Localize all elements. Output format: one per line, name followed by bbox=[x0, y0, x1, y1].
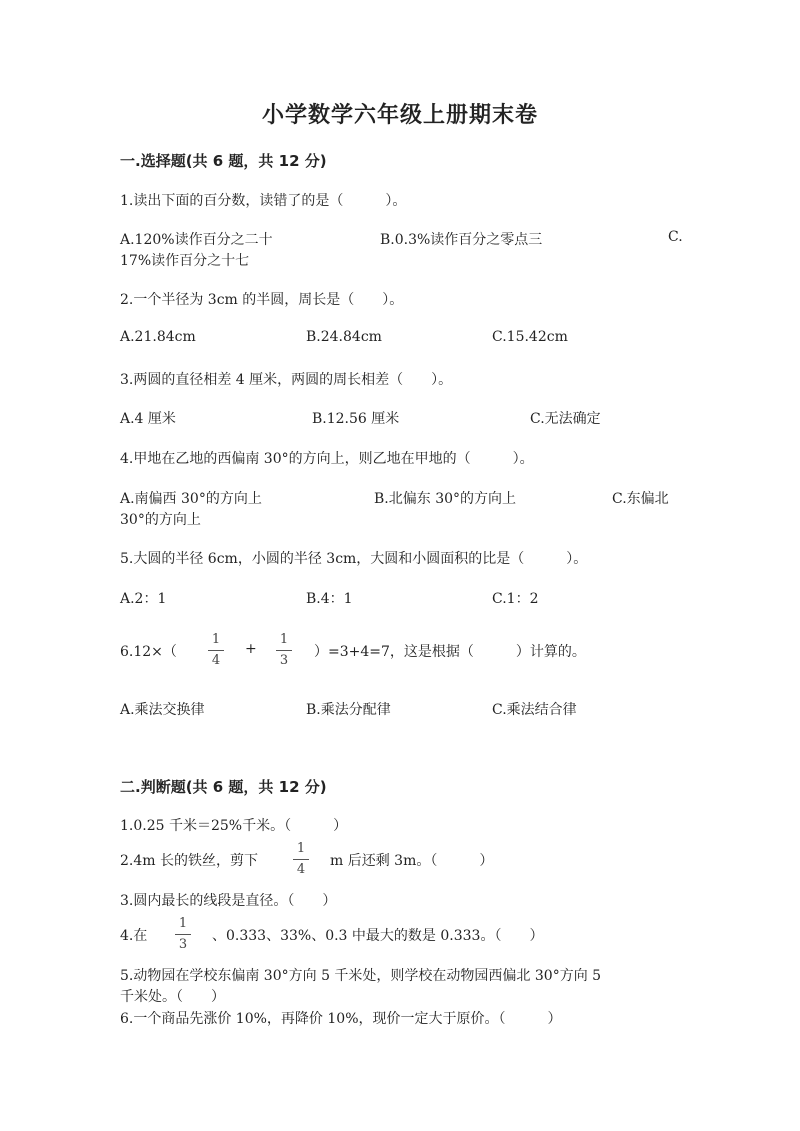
question-1-option-b: B.0.3%读作百分之零点三 bbox=[380, 232, 543, 248]
judge-3: 3.圆内最长的线段是直径。（ ） bbox=[120, 893, 337, 909]
question-6-suffix: ）=3+4=7，这是根据（ ）计算的。 bbox=[314, 644, 586, 660]
question-3-stem: 3.两圆的直径相差 4 厘米，两圆的周长相差（ ）。 bbox=[120, 372, 453, 388]
fraction-bar bbox=[208, 650, 224, 651]
question-5-stem: 5.大圆的半径 6cm，小圆的半径 3cm，大圆和小圆面积的比是（ ）。 bbox=[120, 551, 588, 567]
judge-1: 1.0.25 千米＝25%千米。（ ） bbox=[120, 818, 348, 834]
question-4-stem: 4.甲地在乙地的西偏南 30°的方向上，则乙地在甲地的（ ）。 bbox=[120, 451, 534, 467]
fraction-numerator: 1 bbox=[178, 916, 188, 931]
question-3-option-b: B.12.56 厘米 bbox=[312, 411, 400, 427]
question-3-option-c: C.无法确定 bbox=[530, 411, 601, 427]
question-6-option-c: C.乘法结合律 bbox=[492, 702, 577, 718]
question-1-stem: 1.读出下面的百分数，读错了的是（ ）。 bbox=[120, 193, 407, 209]
judge-2-fraction bbox=[291, 841, 311, 878]
question-6-option-a: A.乘法交换律 bbox=[120, 702, 205, 718]
fraction-numerator: 1 bbox=[296, 841, 306, 856]
question-4-option-a: A.南偏西 30°的方向上 bbox=[120, 491, 262, 507]
question-4-option-b: B.北偏东 30°的方向上 bbox=[374, 491, 517, 507]
fraction-numerator: 1 bbox=[211, 632, 221, 647]
judge-5-line-2: 千米处。（ ） bbox=[120, 989, 225, 1005]
question-5-option-a: A.2：1 bbox=[120, 591, 167, 607]
judge-2-suffix: m 后还剩 3m。（ ） bbox=[330, 853, 494, 869]
question-6-plus-sign: + bbox=[245, 641, 257, 657]
question-1-option-c-continued: 17%读作百分之十七 bbox=[120, 253, 250, 269]
fraction-bar bbox=[276, 650, 292, 651]
question-2-stem: 2.一个半径为 3cm 的半圆，周长是（ ）。 bbox=[120, 292, 404, 308]
judge-4-prefix: 4.在 bbox=[120, 928, 148, 944]
question-3-option-a: A.4 厘米 bbox=[120, 411, 176, 427]
judge-5-line-1: 5.动物园在学校东偏南 30°方向 5 千米处，则学校在动物园西偏北 30°方向 5 bbox=[120, 968, 602, 984]
question-6-prefix: 6.12×（ bbox=[120, 644, 177, 660]
question-4-option-c: C.东偏北 bbox=[612, 491, 669, 507]
section-judge-heading: 二.判断题(共 6 题，共 12 分) bbox=[120, 778, 327, 796]
fraction-denominator: 4 bbox=[211, 653, 221, 668]
fraction-bar bbox=[175, 934, 191, 935]
question-6-fraction-1 bbox=[206, 632, 226, 669]
fraction-denominator: 3 bbox=[279, 653, 289, 668]
fraction-bar bbox=[293, 859, 309, 860]
judge-4-fraction bbox=[173, 916, 193, 953]
judge-4-suffix: 、0.333、33%、0.3 中最大的数是 0.333。（ ） bbox=[212, 928, 544, 944]
section-choice-heading: 一.选择题(共 6 题，共 12 分) bbox=[120, 152, 327, 170]
question-1-option-c: C. bbox=[668, 229, 683, 245]
fraction-denominator: 3 bbox=[178, 937, 188, 952]
question-4-option-c-continued: 30°的方向上 bbox=[120, 512, 201, 528]
question-6-option-b: B.乘法分配律 bbox=[306, 702, 391, 718]
question-1-option-a: A.120%读作百分之二十 bbox=[120, 232, 273, 248]
judge-2-prefix: 2.4m 长的铁丝，剪下 bbox=[120, 853, 258, 869]
page-title: 小学数学六年级上册期末卷 bbox=[261, 102, 538, 128]
fraction-numerator: 1 bbox=[279, 632, 289, 647]
question-2-option-a: A.21.84cm bbox=[120, 329, 196, 345]
question-2-option-c: C.15.42cm bbox=[492, 329, 568, 345]
question-6-fraction-2 bbox=[274, 632, 294, 669]
question-2-option-b: B.24.84cm bbox=[306, 329, 382, 345]
question-5-option-b: B.4：1 bbox=[306, 591, 353, 607]
fraction-denominator: 4 bbox=[296, 862, 306, 877]
question-5-option-c: C.1：2 bbox=[492, 591, 539, 607]
judge-6: 6.一个商品先涨价 10%，再降价 10%，现价一定大于原价。（ ） bbox=[120, 1011, 562, 1027]
